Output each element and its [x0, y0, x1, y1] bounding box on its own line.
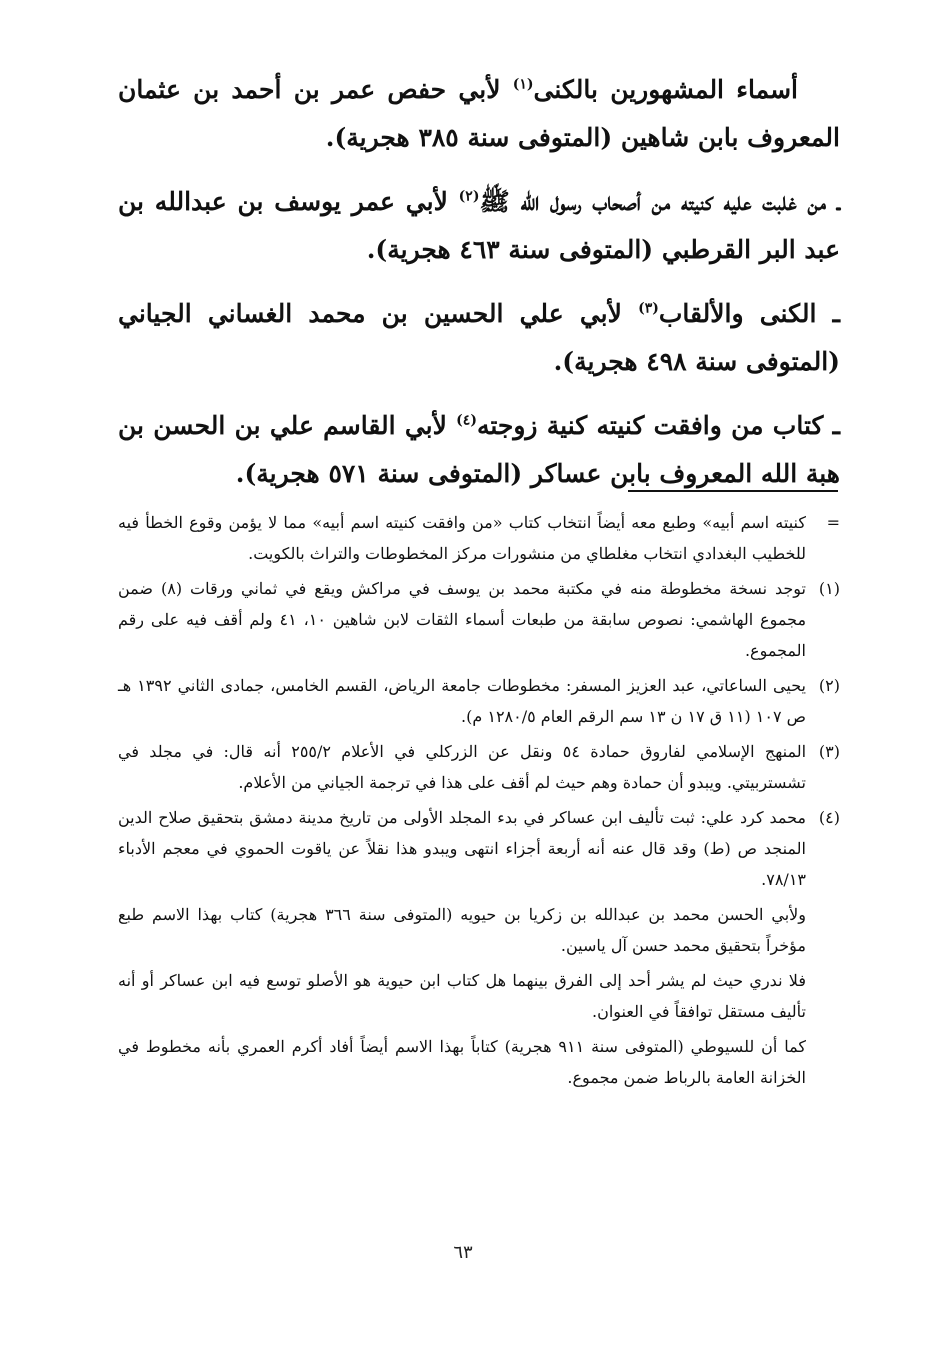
paragraph-4-text: ـ كتاب من وافقت كنيته كنية زوجته — [476, 411, 840, 440]
footnote-text: كنيته اسم أبيه» وطبع معه أيضاً انتخاب كتاب «من وافقت كنيته اسم أبيه» مما لا يؤمن وقوع الخطأ فيه للخطيب البغدادي انتخاب مغلطاي من منشورات مركز المخطوطات والتراث بالكويت. — [118, 513, 806, 563]
paragraph-4-text-cont: لأبي القاسم علي بن الحسن بن هبة الله المعروف بابن عساكر (المتوفى سنة ٥٧١ هجرية). — [118, 411, 840, 488]
footnote-1 — [118, 573, 840, 666]
footnote-text: محمد كرد علي: ثبت تأليف ابن عساكر في بدء المجلد الأولى من تاريخ مدينة دمشق بتحقيق صلاح الدين المنجد ص (ط) وقد قال عنه أنه أربعة أجزاء انتهى ويبدو هذا نقلاً عن ياقوت الحموي في معجم الأدباء ٧٨/١٣. — [118, 808, 806, 889]
footnote-separator — [628, 490, 838, 492]
paragraph-3-text-cont: لأبي علي الحسين بن محمد الغساني الجياني (المتوفى سنة ٤٩٨ هجرية). — [118, 299, 840, 376]
footnote-mark: (٣) — [818, 742, 840, 761]
footnote-mark: = — [826, 513, 840, 532]
footnote-3 — [118, 736, 840, 798]
footnotes — [118, 507, 840, 1097]
footnote-4 — [118, 802, 840, 895]
footnote-4-continuation-2: فلا ندري حيث لم يشر أحد إلى الفرق بينهما هل كتاب ابن حيوية هو الأصلو توسع فيه ابن عساكر أو أنه تأليف مستقل توافقاً في العنوان. — [118, 971, 806, 1021]
footnote-2 — [118, 670, 840, 732]
footnote-ref-2: (٢) — [458, 188, 480, 205]
footnote-4-continuation-3: كما أن للسيوطي (المتوفى سنة ٩١١ هجرية) كتاباً بهذا الاسم أيضاً أفاد أكرم العمري بأنه مخطوط في الخزانة العامة بالرباط ضمن مجموع. — [118, 1037, 806, 1087]
paragraph-3 — [118, 290, 840, 386]
footnote-mark: (١) — [818, 579, 840, 598]
footnote-ref-3: (٣) — [638, 300, 659, 317]
paragraph-4 — [118, 402, 840, 498]
paragraph-2-text-cont: لأبي عمر يوسف بن عبدالله بن عبد البر القرطبي (المتوفى سنة ٤٦٣ هجرية). — [118, 187, 840, 264]
paragraph-2-text: ـ من غلبت عليه كنيته من أصحاب رسول الله ﷺ — [479, 187, 840, 216]
paragraph-1 — [118, 66, 840, 162]
footnote-text: يحيى الساعاتي، عبد العزيز المسفر: مخطوطات جامعة الرياض، القسم الخامس، جمادى الثاني ١٣٩٢ هـ ص ١٠٧ (١١ ق ١٧ ن ١٣ سم الرقم العام ١٢٨٠/٥ م). — [118, 676, 806, 726]
footnote-text: توجد نسخة مخطوطة منه في مكتبة محمد بن يوسف في مراكش ويقع في ثماني ورقات (٨) ضمن مجموع الهاشمي: نصوص سابقة من طبعات أسماء الثقات لابن شاهين ١٠، ٤١ ولم أقف فيه على رقم المجموع. — [118, 579, 807, 660]
main-text — [118, 66, 840, 514]
footnote-text: المنهج الإسلامي لفاروق حمادة ٥٤ ونقل عن الزركلي في الأعلام ٢٥٥/٢ أنه قال: في مجلد في تشستربيتي. ويبدو أن حمادة وهم حيث لم أقف على هذا في ترجمة الجياني من الأعلام. — [118, 742, 807, 792]
footnote-mark: (٤) — [818, 808, 840, 827]
page-number: ٦٣ — [453, 1242, 473, 1263]
paragraph-1-text-cont: لأبي حفص عمر بن أحمد بن عثمان المعروف بابن شاهين (المتوفى سنة ٣٨٥ هجرية). — [118, 75, 840, 152]
footnote-mark: (٢) — [818, 676, 840, 695]
footnote-ref-1: (١) — [512, 76, 534, 93]
paragraph-1-text: أسماء المشهورين بالكنى — [533, 75, 799, 104]
footnote-ref-4: (٤) — [456, 412, 477, 429]
paragraph-3-text: ـ الكنى والألقاب — [658, 299, 840, 328]
footnote-continued — [118, 507, 840, 569]
footnote-4-continuation-1: ولأبي الحسن محمد بن عبدالله بن زكريا بن حيويه (المتوفى سنة ٣٦٦ هجرية) كتاب بهذا الاسم طبع مؤخراً بتحقيق محمد حسن آل ياسين. — [118, 905, 806, 955]
paragraph-2 — [118, 178, 840, 274]
